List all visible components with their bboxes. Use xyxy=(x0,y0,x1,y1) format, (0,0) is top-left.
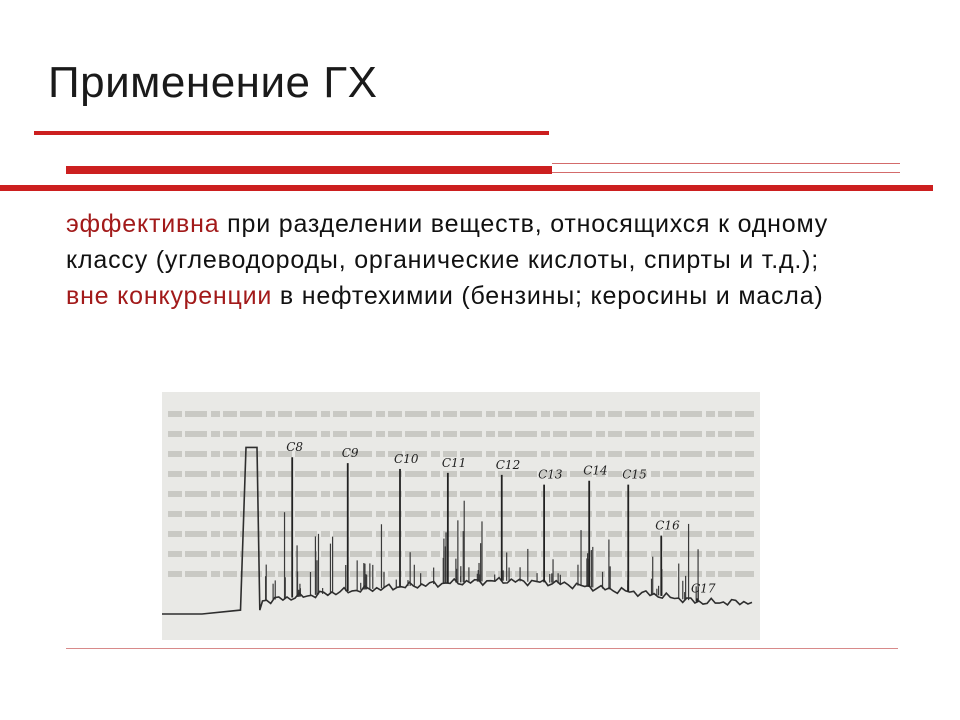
thin-rule-bottom xyxy=(552,172,900,173)
paragraph-2-text: в нефтехимии (бензины; керосины и масла) xyxy=(272,282,824,310)
peak-label-C8: C8 xyxy=(286,440,304,455)
highlight-effective: эффективна xyxy=(66,210,220,238)
paragraph-1-text: при разделении веществ, относящихся к одному классу (углеводороды, органические кислоты, спирты и т.д.); xyxy=(66,210,829,274)
peak-label-C16: C16 xyxy=(655,518,680,533)
peak-label-C14: C14 xyxy=(583,463,608,478)
accent-bar xyxy=(66,166,552,174)
title-underline xyxy=(34,131,549,135)
peak-label-C9: C9 xyxy=(341,446,359,461)
chromatogram-svg xyxy=(162,392,760,640)
thin-rule-top xyxy=(552,163,900,164)
slide-title: Применение ГХ xyxy=(48,58,378,107)
slide-body xyxy=(66,206,866,314)
chromatogram-figure xyxy=(162,392,760,640)
peak-label-C12: C12 xyxy=(495,457,521,472)
bottom-rule xyxy=(66,648,898,649)
highlight-unrivaled: вне конкуренции xyxy=(66,282,273,310)
divider-bar xyxy=(0,185,933,191)
peak-label-C17: C17 xyxy=(691,581,716,596)
peak-label-C15: C15 xyxy=(622,467,647,482)
peak-label-C13: C13 xyxy=(538,467,563,482)
peak-label-C11: C11 xyxy=(441,455,467,470)
peak-label-C10: C10 xyxy=(394,451,419,466)
